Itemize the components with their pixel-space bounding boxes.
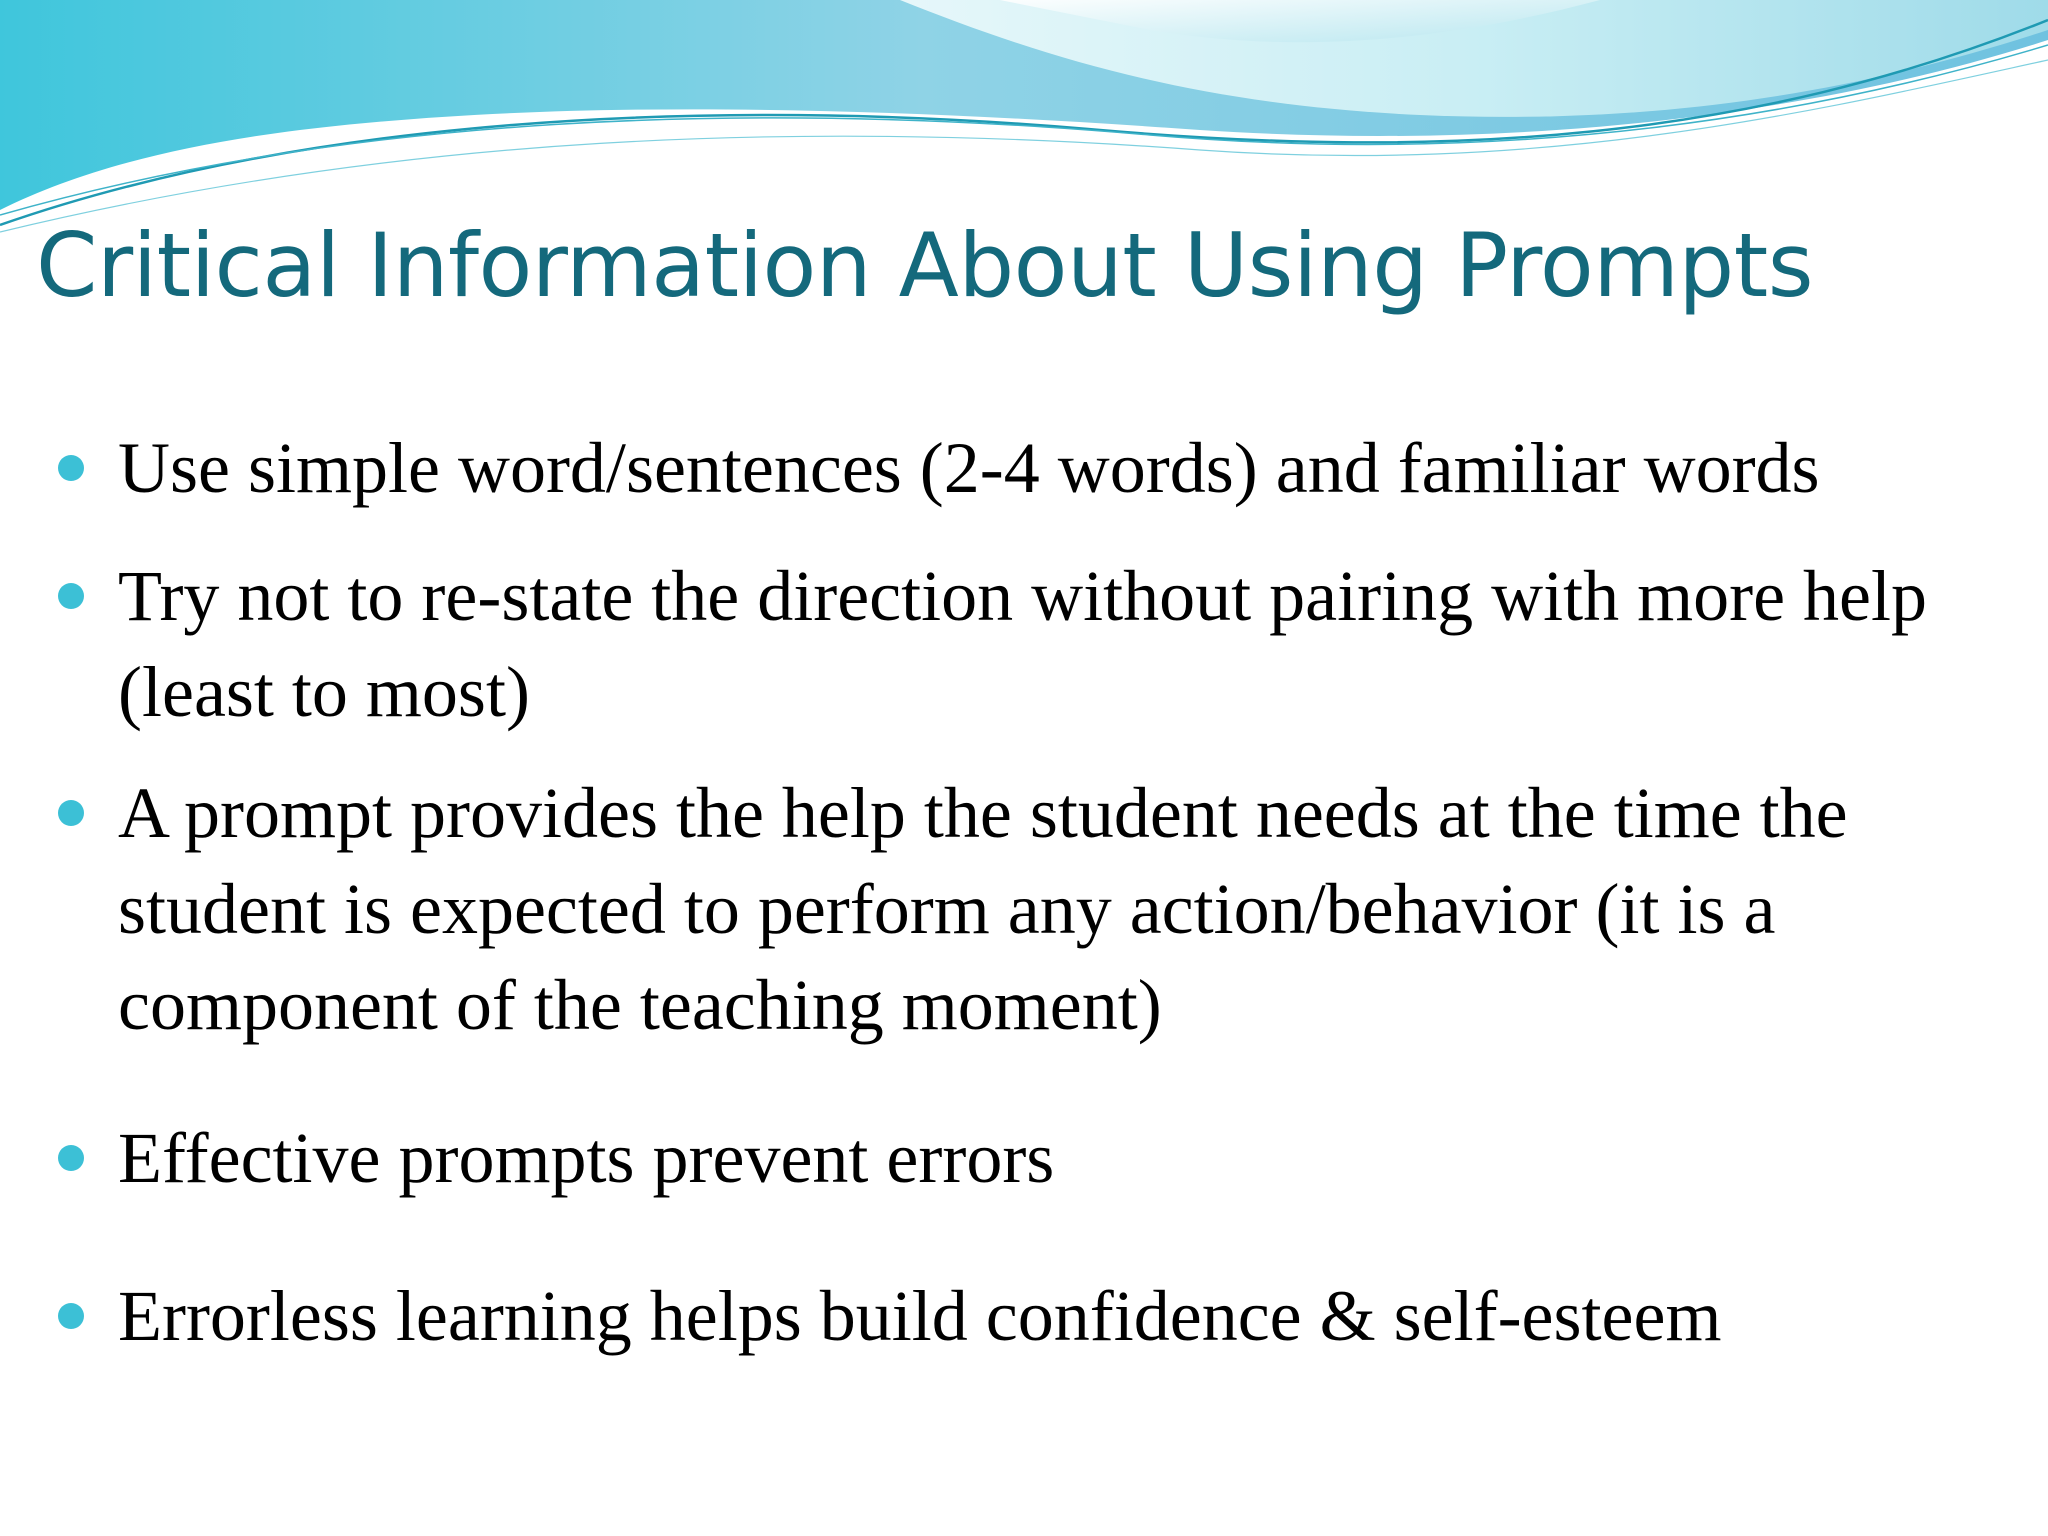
circle-bullet-icon bbox=[58, 800, 84, 826]
bullet-text: A prompt provides the help the student needs at the time the student is expected to perform any action/behavior (it is a component of the teaching moment) bbox=[118, 773, 1848, 1045]
circle-bullet-icon bbox=[58, 583, 84, 609]
bullet-text: Try not to re-state the direction without pairing with more help (least to most) bbox=[118, 556, 1927, 732]
circle-bullet-icon bbox=[58, 1145, 84, 1171]
circle-bullet-icon bbox=[58, 1303, 84, 1329]
wave-header-decoration bbox=[0, 0, 2048, 240]
slide-title: Critical Information About Using Prompts bbox=[36, 214, 1814, 317]
bullet-text: Errorless learning helps build confidence & self-esteem bbox=[118, 1276, 1722, 1356]
bullet-text: Use simple word/sentences (2-4 words) and familiar words bbox=[118, 428, 1820, 508]
circle-bullet-icon bbox=[58, 455, 84, 481]
bullet-text: Effective prompts prevent errors bbox=[118, 1118, 1055, 1198]
